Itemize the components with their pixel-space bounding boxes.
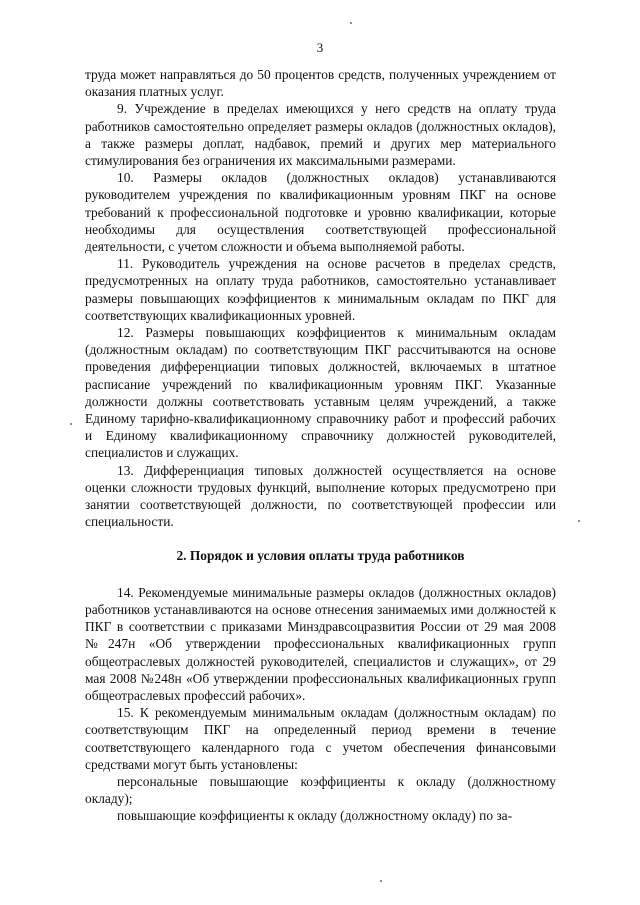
paragraph-15: 15. К рекомендуемым минимальным окладам (должностным окладам) по соответствующим ПКГ на определенный период времени в течение соответствующего календарного года с учетом обеспечения финансовыми средствами могут быть установлены:	[85, 705, 556, 772]
paragraph-13: 13. Дифференциация типовых должностей осуществляется на основе оценки сложности трудовых функций, выполнение которых предусмотрено при занятии соответствующей должности, по соответствующей профессии или специальности.	[85, 462, 556, 530]
paragraph-9: 9. Учреждение в пределах имеющихся у него средств на оплату труда работников самостоятельно определяет размеры окладов (должностных окладов), а также размеры доплат, надбавок, премий и других мер материального стимулирования без ограничения их максимальными размерами.	[85, 101, 556, 169]
scan-speck	[578, 520, 580, 522]
paragraph-10: 10. Размеры окладов (должностных окладов) устанавливаются руководителем учреждения по квалификационным уровням ПКГ на основе требований к профессиональной подготовке и уровню квалификации, которые необходимы для осуществления соответствующей профессиональной деятельности, с учетом сложности и объема выполняемой работы.	[85, 170, 556, 255]
section-title: 2. Порядок и условия оплаты труда работников	[176, 548, 465, 564]
scan-speck	[350, 22, 352, 24]
list-item-personal-coefficients: персональные повышающие коэффициенты к окладу (должностному окладу);	[85, 773, 556, 807]
paragraph-continuation: труда может направляться до 50 процентов средств, полученных учреждением от оказания платных услуг.	[85, 67, 556, 100]
document-body	[85, 66, 556, 825]
scan-speck	[70, 423, 72, 425]
scan-speck	[380, 880, 382, 882]
paragraph-14: 14. Рекомендуемые минимальные размеры окладов (должностных окладов) работников устанавливаются на основе отнесения занимаемых ими должностей к ПКГ в соответствии с приказами Минздравсоцразвития России от 29 мая 2008 №247н «Об утверждении профессиональных квалификационных групп общеотраслевых должностей руководителей, специалистов и служащих», от 29 мая 2008 №248н «Об утверждении профессиональных квалификационных групп общеотраслевых профессий рабочих».	[85, 584, 556, 703]
list-item-raising-coefficients: повышающие коэффициенты к окладу (должностному окладу) по за-	[117, 808, 513, 824]
paragraph-11: 11. Руководитель учреждения на основе расчетов в пределах средств, предусмотренных на оплату труда работников, самостоятельно устанавливает размеры повышающих коэффициентов к минимальным окладам по ПКГ для соответствующих квалификационных уровней.	[85, 256, 556, 323]
paragraph-12: 12. Размеры повышающих коэффициентов к минимальным окладам (должностным окладам) по соответствующим ПКГ рассчитываются на основе проведения дифференциации типовых должностей, включаемых в штатное расписание учреждений по квалификационным уровням ПКГ. Указанные должности должны соответствовать уставным целям учреждений, а также Единому тарифно-квалификационному справочнику работ и профессий рабочих и Единому квалификационному справочнику должностей руководителей, специалистов и служащих.	[85, 325, 556, 461]
page-number: 3	[316, 40, 324, 55]
